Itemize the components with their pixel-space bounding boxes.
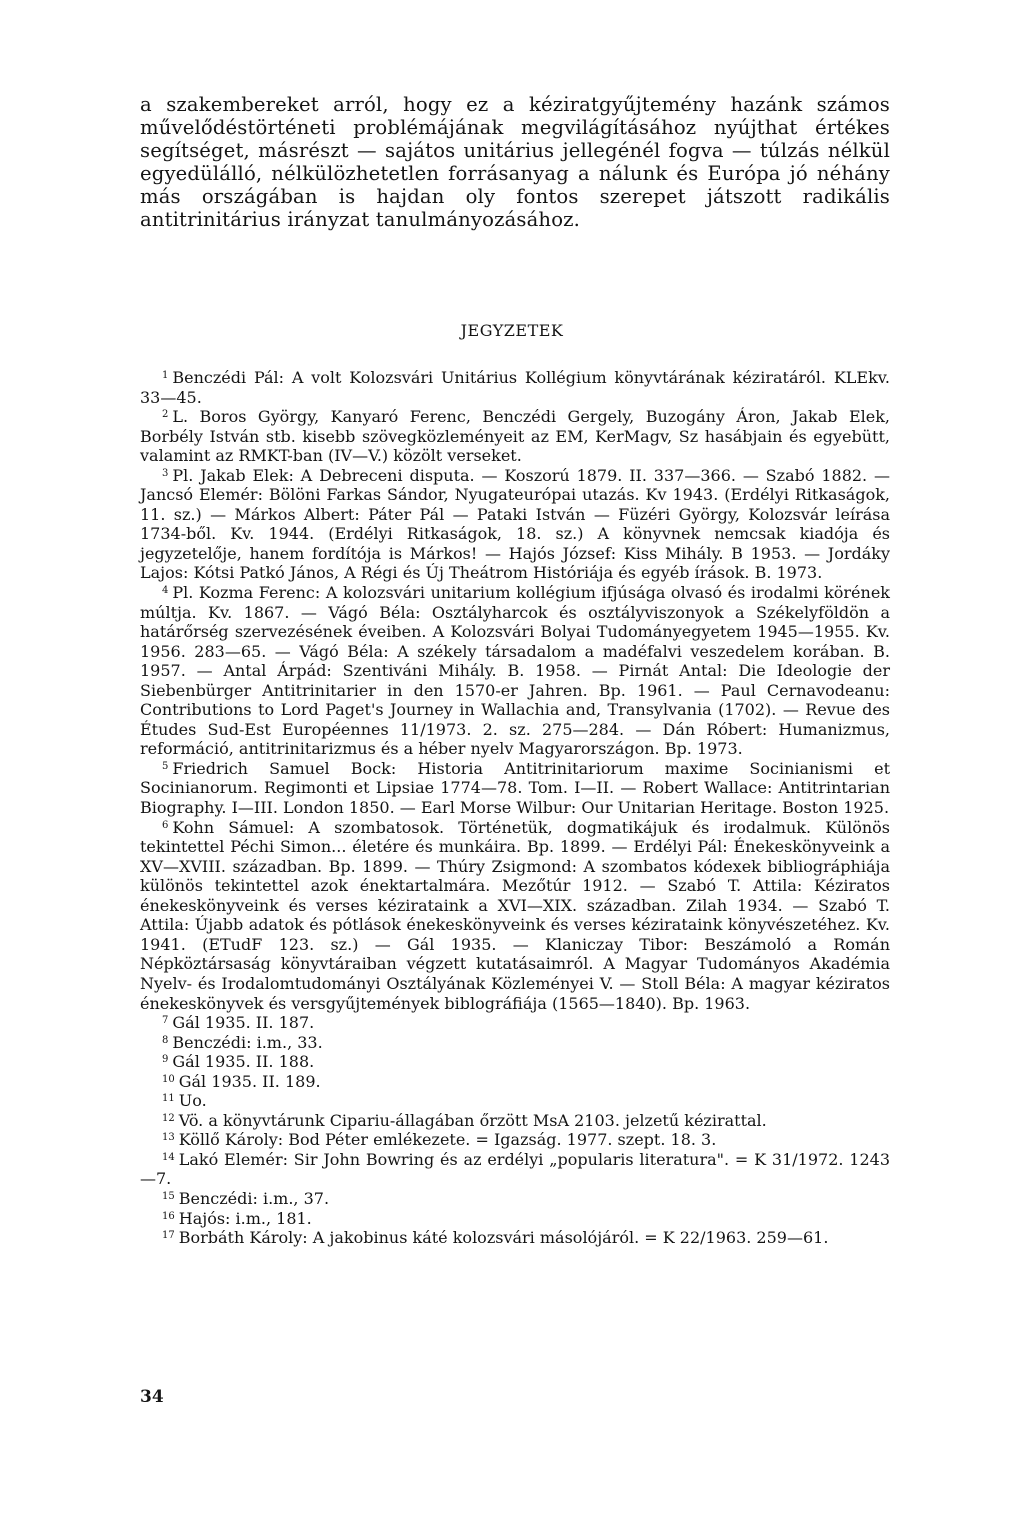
footnote-number: 2 <box>162 409 169 421</box>
footnote <box>140 1209 890 1229</box>
notes-heading: JEGYZETEK <box>460 321 564 340</box>
footnote-number: 4 <box>162 585 169 597</box>
footnote-number: 3 <box>162 467 169 479</box>
footnote-number: 6 <box>162 819 169 831</box>
footnote <box>140 583 890 759</box>
footnote-text: Uo. <box>178 1091 207 1111</box>
footnote-number: 10 <box>162 1073 175 1085</box>
footnote <box>140 818 890 1013</box>
footnote <box>140 1228 890 1248</box>
footnote-number: 7 <box>162 1015 169 1027</box>
footnote-number: 13 <box>162 1132 175 1144</box>
footnote-number: 12 <box>162 1112 175 1124</box>
footnote-number: 14 <box>162 1151 175 1163</box>
footnote-number: 8 <box>162 1034 169 1046</box>
footnote-text: Gál 1935. II. 187. <box>172 1013 315 1033</box>
footnote-text: Pl. Jakab Elek: A Debreceni disputa. — Koszorú 1879. II. 337—366. — Szabó 1882. — Jancsó Elemér: Bölöni Farkas Sándor, Nyugateurópai utazás. Kv 1943. (Erdélyi Ritkaságok, 11. sz.) — Márkos Albert: Páter Pál — Pataki István — Füzéri György, Kolozsvár leírása 1734-ből. Kv. 1944. (Erdélyi Ritkaságok, 18. sz.) A könyvnek nemcsak kiadója és jegyzetelője, hanem fordítója is Márkos! — Hajós József: Kiss Mihály. B 1953. — Jordáky Lajos: Kótsi Patkó János, A Régi és Új Theátrom Históriája és egyéb írások. B. 1973. <box>140 465 890 583</box>
footnote-number: 5 <box>162 760 169 772</box>
footnote-number: 9 <box>162 1054 169 1066</box>
footnote-number: 11 <box>162 1093 175 1105</box>
footnote-number: 15 <box>162 1190 175 1202</box>
footnote <box>140 1072 890 1092</box>
footnote-text: Benczédi Pál: A volt Kolozsvári Unitárius Kollégium könyvtárának kéziratáról. KLEkv. 33—45. <box>140 368 890 407</box>
footnote <box>140 1091 890 1111</box>
footnote-text: Köllő Károly: Bod Péter emlékezete. = Igazság. 1977. szept. 18. 3. <box>178 1130 717 1150</box>
footnote-text: Borbáth Károly: A jakobinus káté kolozsvári másolójáról. = K 22/1963. 259—61. <box>178 1228 829 1248</box>
footnote-text: L. Boros György, Kanyaró Ferenc, Benczédi Gergely, Buzogány Áron, Jakab Elek, Borbély István stb. kisebb szövegközleményeit az EM, KerMagv, Sz hasábjain és egyebütt, valamint az RMKT-ban (IV—V.) közölt verseket. <box>140 407 890 466</box>
footnote <box>140 1130 890 1150</box>
footnote <box>140 1150 890 1189</box>
footnote <box>140 1033 890 1053</box>
body-paragraph: a szakembereket arról, hogy ez a kéziratgyűjtemény hazánk számos művelődéstörténeti problémájának megvilágításához nyújthat értékes segítséget, másrészt — sajátos unitárius jellegénél fogva — túlzás nélkül egyedülálló, nélkülözhetetlen forrásanyag a nálunk és Európa jó néhány más országában is hajdan oly fontos szerepet játszott radikális antitrinitárius irányzat tanulmányozásához. <box>140 93 890 231</box>
footnotes-list <box>140 368 890 1248</box>
page-number: 34 <box>140 1387 164 1407</box>
footnote-text: Benczédi: i.m., 33. <box>172 1032 323 1052</box>
footnote-number: 16 <box>162 1210 175 1222</box>
footnote-text: Benczédi: i.m., 37. <box>178 1188 330 1208</box>
footnote-text: Gál 1935. II. 189. <box>178 1071 321 1091</box>
footnote-text: Lakó Elemér: Sir John Bowring és az erdélyi „popularis literatura". = K 31/1972. 1243—7. <box>140 1149 890 1189</box>
footnote-text: Friedrich Samuel Bock: Historia Antitrinitariorum maxime Socinianismi et Socinianorum. Regimonti et Lipsiae 1774—78. Tom. I—II. — Robert Wallace: Antitrintarian Biography. I—III. London 1850. — Earl Morse Wilbur: Our Unitarian Heritage. Boston 1925. <box>140 758 890 818</box>
footnote <box>140 368 890 407</box>
footnote <box>140 407 890 466</box>
footnote-text: Gál 1935. II. 188. <box>172 1052 315 1072</box>
footnote-text: Vö. a könyvtárunk Cipariu-állagában őrzött MsA 2103. jelzetű kézirattal. <box>178 1110 767 1130</box>
footnote <box>140 466 890 583</box>
footnote <box>140 1111 890 1131</box>
footnote <box>140 1013 890 1033</box>
footnote-number: 17 <box>162 1230 175 1242</box>
footnote-text: Kohn Sámuel: A szombatosok. Történetük, dogmatikájuk és irodalmuk. Különös tekintettel Péchi Simon... életére és munkáira. Bp. 1899. — Erdélyi Pál: Énekeskönyveink a XV—XVIII. században. Bp. 1899. — Thúry Zsigmond: A szombatos kódexek bibliográphiája különös tekintettel azok énektartalmára. Mezőtúr 1912. — Szabó T. Attila: Kéziratos énekeskönyveink és verses kézirataink a XVI—XIX. században. Zilah 1934. — Szabó T. Attila: Újabb adatok és pótlások énekeskönyveink és verses kézirataink könyvészetéhez. Kv. 1941. (ETudF 123. sz.) — Gál 1935. — Klaniczay Tibor: Beszámoló a Román Népköztársaság könyvtáraiban végzett kutatásaimról. A Magyar Tudományos Akadémia Nyelv- és Irodalomtudományi Osztályának Közleményei V. — Stoll Béla: A magyar kéziratos énekeskönyvek és versgyűjtemények biblográfiája (1565—1840). Bp. 1963. <box>140 817 890 1013</box>
footnote <box>140 1052 890 1072</box>
footnote-text: Pl. Kozma Ferenc: A kolozsvári unitarium kollégium ifjúsága olvasó és irodalmi körének múltja. Kv. 1867. — Vágó Béla: Osztályharcok és osztályviszonyok a Székelyföldön a határőrség szervezésének éveiben. A Kolozsvári Bolyai Tudományegyetem 1945—1955. Kv. 1956. 283—65. — Vágó Béla: A székely társadalom a madéfalvi veszedelem korában. B. 1957. — Antal Árpád: Szentiváni Mihály. B. 1958. — Pirnát Antal: Die Ideologie der Siebenbürger Antitrinitarier in den 1570-er Jahren. Bp. 1961. — Paul Cernavodeanu: Contributions to Lord Paget's Journey in Wallachia and, Transylvania (1702). — Revue des Études Sud-Est Européennes 11/1973. 2. sz. 275—284. — Dán Róbert: Humanizmus, reformáció, antitrinitarizmus és a héber nyelv Magyarországon. Bp. 1973. <box>140 583 890 759</box>
footnote <box>140 1189 890 1209</box>
footnote <box>140 759 890 818</box>
footnote-text: Hajós: i.m., 181. <box>178 1208 312 1228</box>
footnote-number: 1 <box>162 370 169 381</box>
